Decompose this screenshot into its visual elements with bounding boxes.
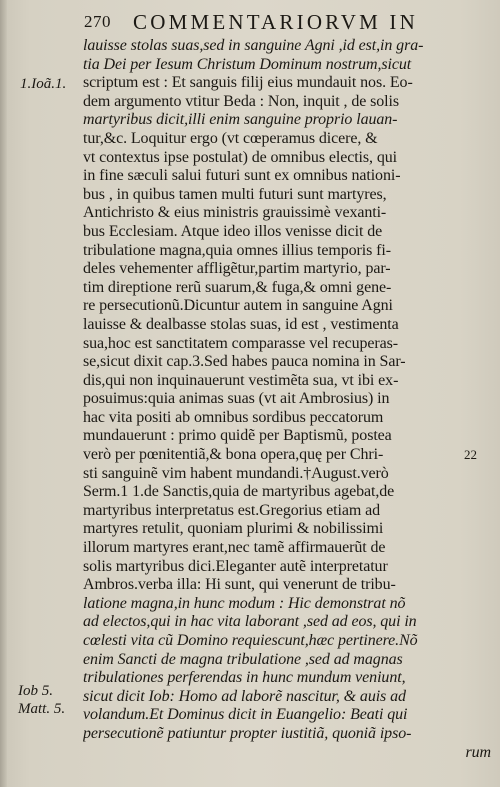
margin-note-4: Matt. 5. [18,701,66,717]
page-header [84,10,484,36]
text-line: bus , in quibus tamen multi futuri sunt martyres, [83,185,387,203]
text-line: vt contextus ipse postulat) de omnibus electis, qui [83,148,397,166]
text-line: tribulationes perferendas in hunc mundum veniunt, [83,669,406,687]
text-line: martyres retulit, quoniam plurimi & nobilissimi [83,520,384,538]
page-number: 270 [84,12,111,31]
text-line: Serm.1 1.de Sanctis,quia de martyribus agebat,de [83,483,395,501]
text-line: solis martyribus dici.Eleganter autẽ interpretatur [83,557,388,575]
text-line: Ambros.verba illa: Hi sunt, qui venerunt de tribu- [83,576,396,594]
text-line: dem argumento vtitur Beda : Non, inquit , de solis [83,92,400,110]
text-line: in fine sæculi salui futuri sunt ex omnibus nationi- [83,167,401,185]
text-line: tia Dei per Iesum Christum Dominum nostrum,sicut [83,55,412,73]
text-line: illorum martyres erant,nec tamẽ affirmauerũt de [83,539,386,557]
text-line: sua,hoc est sanctitatem comparasse vel recuperas- [83,334,398,352]
text-line: lauisse & dealbasse stolas suas, id est , vestimenta [83,315,399,333]
margin-note-3: Iob 5. [18,683,53,699]
text-line: martyribus interpretatus est.Gregorius etiam ad [83,501,380,519]
text-line: sicut dicit Iob: Homo ad laborẽ nascitur, & auis ad [83,687,406,705]
body-text [83,37,491,762]
text-line: latione magna,in hunc modum : Hic demonstrat nõ [83,594,406,612]
text-line: posuimus:quia animas suas (vt ait Ambrosius) in [83,390,390,408]
text-line: enim Sancti de magna tribulatione ,sed ad magnas [83,650,403,668]
text-line: cœlesti vita cũ Domino requiescunt,hæc pertinere.Nõ [83,632,418,649]
text-line: ad electos,qui in hac vita laborant ,sed ad eos, qui in [83,613,417,631]
text-line: hac vita positi ab omnibus sordibus peccatorum [83,408,384,426]
text-line: tur,&c. Loquitur ergo (vt cœperamus dicere, & [83,129,378,147]
text-line: Antichristo & eius ministris grauissimè vexanti- [83,204,387,222]
text-line: lauisse stolas suas,sed in sanguine Agni ,id est,in gra- [83,37,424,54]
text-line: rum [465,743,491,761]
text-line: tribulatione magna,quia omnes illius temporis fi- [83,241,391,259]
margin-note-1: 1.Ioã.1. [20,76,67,92]
text-line: bus Ecclesiam. Atque ideo illos venisse dicit de [83,222,383,240]
text-line: martyribus dicit,illi enim sanguine proprio lauan- [83,111,398,129]
running-head: COMMENTARIORVM IN [133,10,418,34]
text-line: se,sicut dixit cap.3.Sed habes pauca nomina in Sar- [83,353,406,371]
page-gutter [0,0,7,787]
text-line: persecutionẽ patiuntur propter iustitiã, quoniã ipso- [83,724,412,742]
text-line: scriptum est : Et sanguis filij eius mundauit nos. Eo- [83,74,413,92]
text-line: re persecutionũ.Dicuntur autem in sanguine Agni [83,297,393,315]
text-line: deles vehementer affligẽtur,partim martyrio, par- [83,260,391,278]
text-line: sti sanguinẽ vim habent mundandi.†August.verò [83,464,389,482]
text-line: dis,qui non inquinauerunt vestimẽta sua, vt ibi ex- [83,371,399,389]
text-line: tim direptione rerũ suarum,& fuga,& omni gene- [83,278,392,296]
margin-note-2: 22 [464,447,477,462]
text-line: volandum.Et Dominus dicit in Euangelio: Beati qui [83,706,408,724]
text-line: verò per pœnitentiã,& bona opera,quę per Chri- [83,446,384,464]
text-line: mundauerunt : primo quidẽ per Baptismũ, postea [83,427,392,445]
